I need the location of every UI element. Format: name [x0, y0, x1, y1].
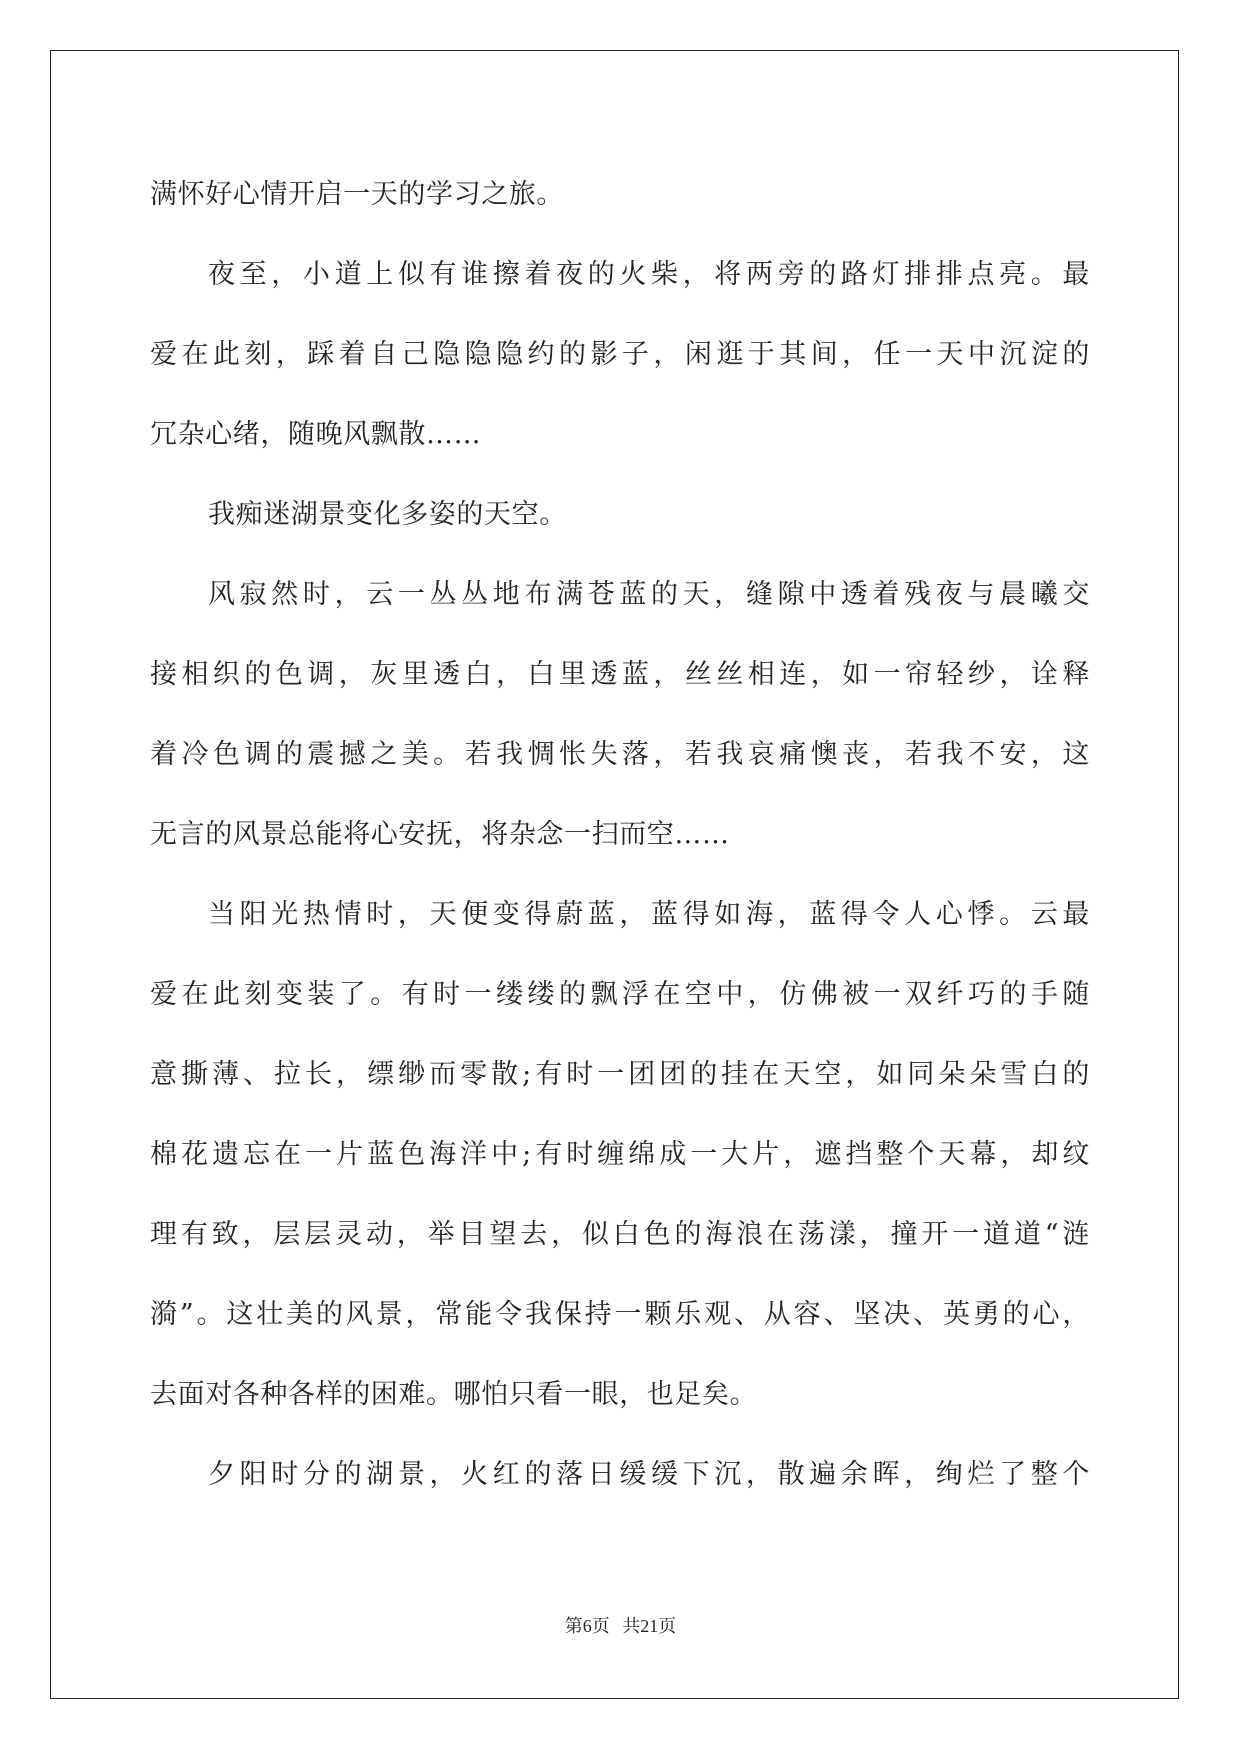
paragraph-line: 着冷色调的震撼之美。若我惆怅失落，若我哀痛懊丧，若我不安，这: [150, 739, 1090, 770]
page-total: 共21页: [622, 1616, 677, 1636]
paragraph-line: 夕阳时分的湖景，火红的落日缓缓下沉，散遍余晖，绚烂了整个: [208, 1459, 1090, 1490]
paragraph-line: 去面对各种各样的困难。哪怕只看一眼，也足矣。: [150, 1379, 758, 1410]
paragraph-line: 棉花遗忘在一片蓝色海洋中;有时缠绵成一大片，遮挡整个天幕，却纹: [150, 1139, 1090, 1170]
paragraph-line: 满怀好心情开启一天的学习之旅。: [150, 179, 564, 210]
paragraph-line: 无言的风景总能将心安抚，将杂念一扫而空……: [150, 819, 730, 850]
paragraph-line: 爱在此刻，踩着自己隐隐隐约的影子，闲逛于其间，任一天中沉淀的: [150, 339, 1090, 370]
page-number: 第6页: [564, 1616, 610, 1636]
paragraph-line: 漪”。这壮美的风景，常能令我保持一颗乐观、从容、坚决、英勇的心，: [150, 1299, 1090, 1330]
paragraph-line: 爱在此刻变装了。有时一缕缕的飘浮在空中，仿佛被一双纤巧的手随: [150, 979, 1090, 1010]
paragraph-line: 当阳光热情时，天便变得蔚蓝，蓝得如海，蓝得令人心悸。云最: [208, 899, 1090, 930]
document-body: [150, 155, 1090, 1515]
paragraph-line: 理有致，层层灵动，举目望去，似白色的海浪在荡漾，撞开一道道“涟: [150, 1219, 1090, 1250]
paragraph-line: 意撕薄、拉长，缥缈而零散;有时一团团的挂在天空，如同朵朵雪白的: [150, 1059, 1090, 1090]
paragraph-line: 夜至，小道上似有谁擦着夜的火柴，将两旁的路灯排排点亮。最: [208, 259, 1090, 290]
paragraph-line: 冗杂心绪，随晚风飘散……: [150, 419, 482, 450]
paragraph-line: 接相织的色调，灰里透白，白里透蓝，丝丝相连，如一帘轻纱，诠释: [150, 659, 1090, 690]
paragraph-line: 我痴迷湖景变化多姿的天空。: [208, 499, 567, 530]
page-footer: [0, 1612, 1241, 1638]
paragraph-line: 风寂然时，云一丛丛地布满苍蓝的天，缝隙中透着残夜与晨曦交: [208, 579, 1090, 610]
